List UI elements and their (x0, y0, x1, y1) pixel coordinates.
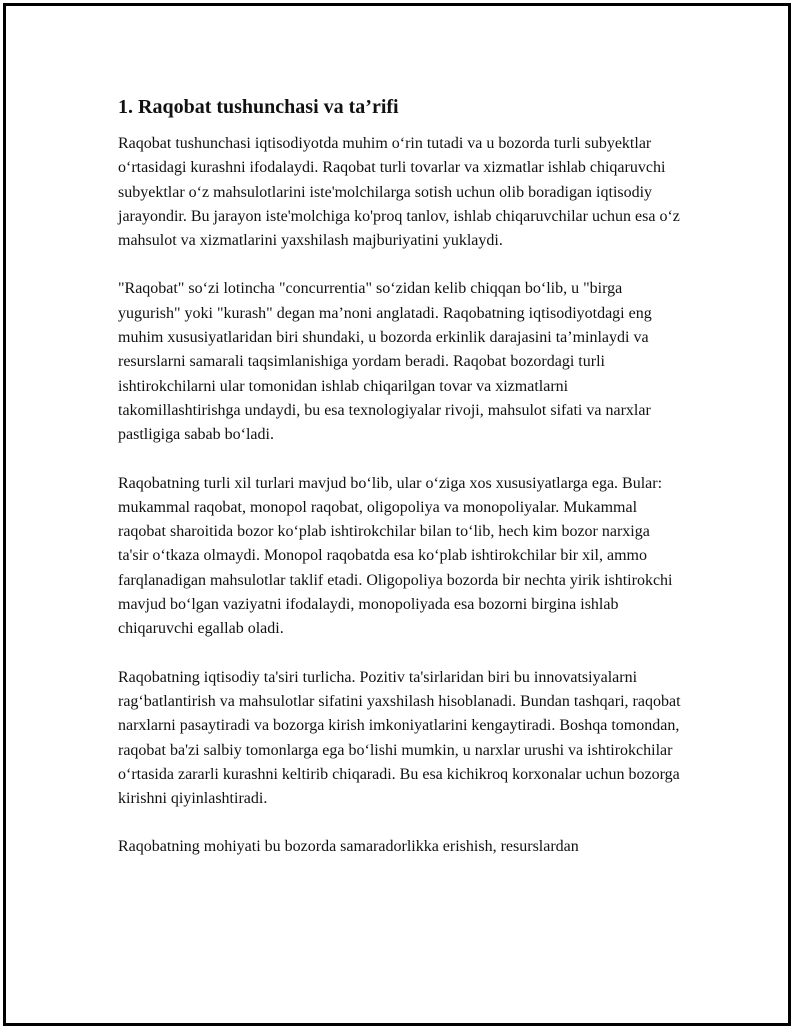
section-heading: 1. Raqobat tushunchasi va ta’rifi (118, 96, 399, 118)
paragraph-3: Raqobatning turli xil turlari mavjud bo‘lib, ular o‘ziga xos xususiyatlarga ega. Bular: mukammal raqobat, monopol raqobat, oligopoliya va monopoliyalar. Mukammal raqobat sharoitida bozor ko‘plab ishtirokchilar bilan to‘lib, hech kim bozor narxiga ta'sir o‘tkaza olmaydi. Monopol raqobatda esa ko‘plab ishtirokchilar bir xil, ammo farqlanadigan mahsulotlar taklif etadi. Oligopoliya bozorda bir nechta yirik ishtirokchi mavjud bo‘lgan vaziyatni ifodalaydi, monopoliyada esa bozorni birgina ishlab chiqaruvchi egallab oladi. (118, 474, 673, 638)
paragraph-1: Raqobat tushunchasi iqtisodiyotda muhim o‘rin tutadi va u bozorda turli subyektlar o‘rtasidagi kurashni ifodalaydi. Raqobat turli tovarlar va xizmatlar ishlab chiqaruvchi subyektlar o‘z mahsulotlarini iste'molchilarga sotish uchun olib boradigan iqtisodiy jarayondir. Bu jarayon iste'molchiga ko'proq tanlov, ishlab chiqaruvchilar uchun esa o‘z mahsulot va xizmatlarini yaxshilash majburiyatini yuklaydi. (118, 135, 680, 250)
document-body (118, 94, 683, 884)
paragraph-4: Raqobatning iqtisodiy ta'siri turlicha. Pozitiv ta'sirlaridan biri bu innovatsiyalarni rag‘batlantirish va mahsulotlar sifatini yaxshilash hisoblanadi. Bundan tashqari, raqobat narxlarni pasaytiradi va bozorga kirish imkoniyatlarini kengaytiradi. Boshqa tomondan, raqobat ba'zi salbiy tomonlarga ega bo‘lishi mumkin, u narxlar urushi va ishtirokchilar o‘rtasida zararli kurashni keltirib chiqaradi. Bu esa kichikroq korxonalar uchun bozorga kirishni qiyinlashtiradi. (118, 668, 681, 808)
paragraph-5: Raqobatning mohiyati bu bozorda samaradorlikka erishish, resurslardan (118, 838, 579, 856)
paragraph-2: "Raqobat" so‘zi lotincha "concurrentia" so‘zidan kelib chiqqan bo‘lib, u "birga yugurish" yoki "kurash" degan ma’noni anglatadi. Raqobatning iqtisodiyotdagi eng muhim xususiyatlaridan biri shundaki, u bozorda erkinlik darajasini ta’minlaydi va resurslarni samarali taqsimlanishiga yordam beradi. Raqobat bozordagi turli ishtirokchilarni ular tomonidan ishlab chiqarilgan tovar va xizmatlarni takomillashtirishga undaydi, bu esa texnologiyalar rivoji, mahsulot sifati va narxlar pastligiga sabab bo‘ladi. (118, 280, 652, 444)
